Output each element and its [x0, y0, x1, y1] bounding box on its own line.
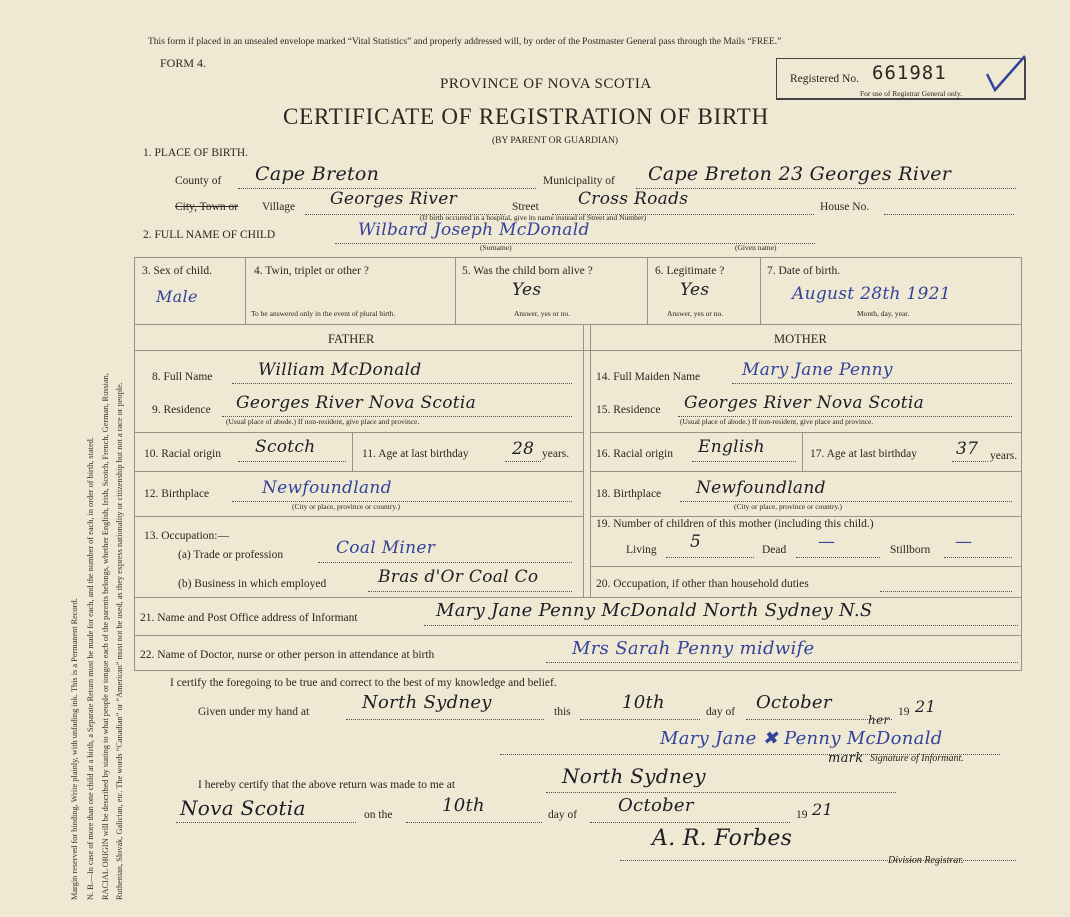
- registered-label: Registered No.: [790, 73, 859, 85]
- informant-value: Mary Jane Penny McDonald North Sydney N.S: [436, 600, 873, 621]
- occupation-label: 13. Occupation:—: [144, 530, 229, 542]
- business-value: Bras d'Or Coal Co: [378, 567, 539, 587]
- legitimate-value: Yes: [680, 280, 710, 300]
- mother-birthplace-note: (City or place, province or country.): [734, 502, 843, 511]
- born-alive-label: 5. Was the child born alive ?: [462, 265, 593, 277]
- father-birthplace-label: 12. Birthplace: [144, 488, 210, 500]
- side-note-2: N. B.—In case of more than one child at a birth, a Separate Return must be made for each, and the number of each, in order of birth, stated.: [86, 437, 95, 900]
- registrar-caption: Division Registrar.: [888, 855, 964, 866]
- doctor-value: Mrs Sarah Penny midwife: [572, 638, 815, 659]
- twin-label: 4. Twin, triplet or other ?: [254, 265, 369, 277]
- father-age-years: years.: [542, 448, 570, 460]
- her-note: her: [868, 713, 890, 727]
- mother-name-value: Mary Jane Penny: [742, 360, 893, 380]
- birth-date-note: Month, day, year.: [857, 309, 910, 318]
- registrar-text: I hereby certify that the above return was made to me at: [198, 779, 456, 791]
- birth-date-value: August 28th 1921: [792, 284, 951, 304]
- mother-residence-label: 15. Residence: [596, 404, 661, 416]
- father-residence-label: 9. Residence: [152, 404, 211, 416]
- children-count-label: 19. Number of children of this mother (including this child.): [596, 518, 874, 530]
- mark-note: mark: [828, 751, 864, 766]
- side-note-4: Ruthenian, Slovak, Galician, etc. The words “Canadian” or “American” must not be used, as they express nationality or citizenship but not a race or people.: [115, 382, 124, 900]
- father-name-value: William McDonald: [258, 360, 422, 380]
- registrar-month-value: October: [618, 795, 694, 816]
- given-year-value: 21: [915, 697, 936, 716]
- living-label: Living: [626, 544, 657, 556]
- informant-label: 21. Name and Post Office address of Informant: [140, 612, 358, 624]
- father-birthplace-note: (City or place, province or country.): [292, 502, 401, 511]
- twin-note: To be answered only in the event of plural birth.: [251, 309, 396, 318]
- given-place-value: North Sydney: [362, 692, 492, 713]
- registrar-year-prefix: 19: [796, 809, 808, 821]
- side-note-1: Margin reserved for binding. Write plainly, with unfading ink. This is a Permanent Record.: [70, 598, 79, 900]
- father-residence-note: (Usual place of abode.) If non-resident, give place and province.: [226, 417, 420, 426]
- side-note-3: RACIAL ORIGIN will be described by stating to what people or tongue each of the parents belongs, whether English, Irish, Scotch, French, German, Russian,: [101, 373, 110, 900]
- child-name-label: 2. FULL NAME OF CHILD: [143, 229, 276, 241]
- registrar-day-value: 10th: [442, 795, 485, 816]
- on-the-label: on the: [364, 809, 393, 821]
- born-alive-note: Answer, yes or no.: [514, 309, 571, 318]
- mother-occupation-label: 20. Occupation, if other than household duties: [596, 578, 809, 590]
- county-value: Cape Breton: [255, 163, 380, 185]
- registrar-year-value: 21: [812, 800, 833, 819]
- stillborn-label: Stillborn: [890, 544, 931, 556]
- given-name-caption: (Given name): [735, 243, 777, 252]
- city-town-label: City, Town or: [175, 201, 239, 213]
- certify-text: I certify the foregoing to be true and correct to the best of my knowledge and belief.: [170, 677, 557, 689]
- surname-caption: (Surname): [480, 243, 512, 252]
- village-value: Georges River: [330, 189, 458, 209]
- mother-birthplace-value: Newfoundland: [696, 478, 826, 498]
- legitimate-label: 6. Legitimate ?: [655, 265, 725, 277]
- county-label: County of: [175, 175, 222, 187]
- municipality-label: Municipality of: [543, 175, 615, 187]
- child-name-value: Wilbard Joseph McDonald: [358, 220, 590, 240]
- registered-note: For use of Registrar General only.: [860, 89, 962, 98]
- signature-caption: Signature of Informant.: [870, 753, 964, 764]
- business-label: (b) Business in which employed: [178, 578, 327, 590]
- mother-birthplace-label: 18. Birthplace: [596, 488, 662, 500]
- mother-race-value: English: [698, 437, 765, 457]
- check-mark-icon: [985, 52, 1029, 94]
- hospital-note: (If birth occurred in a hospital, give its name instead of Street and Number): [420, 213, 647, 222]
- mother-residence-note: (Usual place of abode.) If non-resident, give place and province.: [680, 417, 874, 426]
- given-under-label: Given under my hand at: [198, 706, 310, 718]
- living-value: 5: [690, 532, 702, 552]
- father-birthplace-value: Newfoundland: [262, 478, 392, 498]
- given-month-value: October: [756, 692, 832, 713]
- street-value: Cross Roads: [578, 189, 689, 209]
- father-race-label: 10. Racial origin: [144, 448, 221, 460]
- mother-header: MOTHER: [774, 332, 827, 346]
- registrar-signature: A. R. Forbes: [652, 826, 793, 851]
- mother-age-years: years.: [990, 450, 1018, 462]
- sex-value: Male: [156, 287, 198, 306]
- dead-label: Dead: [762, 544, 787, 556]
- father-race-value: Scotch: [255, 437, 316, 457]
- father-age-value: 28: [512, 439, 535, 459]
- street-label: Street: [512, 201, 539, 213]
- house-number-label: House No.: [820, 201, 870, 213]
- trade-value: Coal Miner: [336, 538, 436, 558]
- father-name-label: 8. Full Name: [152, 371, 213, 383]
- stillborn-value: —: [955, 532, 973, 552]
- mother-age-value: 37: [956, 439, 979, 459]
- mother-age-label: 17. Age at last birthday: [810, 448, 917, 460]
- informant-signature: Mary Jane ✖ Penny McDonald: [660, 728, 943, 749]
- registered-number: 661981: [872, 62, 947, 84]
- dead-value: —: [818, 532, 836, 552]
- top-notice: This form if placed in an unsealed envelope marked “Vital Statistics” and properly addressed will, by order of the Postmaster General pass through the Mails “FREE.”: [148, 37, 782, 47]
- legitimate-note: Answer, yes or no.: [667, 309, 724, 318]
- registrar-place-value: North Sydney: [562, 764, 706, 788]
- municipality-value: Cape Breton 23 Georges River: [648, 163, 952, 185]
- form-number: FORM 4.: [160, 56, 207, 70]
- mother-race-label: 16. Racial origin: [596, 448, 673, 460]
- given-day-of-label: day of: [706, 706, 736, 718]
- province-heading: PROVINCE OF NOVA SCOTIA: [440, 76, 652, 92]
- father-age-label: 11. Age at last birthday: [362, 448, 469, 460]
- registrar-province-value: Nova Scotia: [180, 796, 306, 820]
- place-of-birth-label: 1. PLACE OF BIRTH.: [143, 147, 249, 159]
- registrar-day-of-label: day of: [548, 809, 578, 821]
- father-residence-value: Georges River Nova Scotia: [236, 393, 477, 413]
- birth-date-label: 7. Date of birth.: [767, 265, 841, 277]
- mother-name-label: 14. Full Maiden Name: [596, 371, 701, 383]
- this-label: this: [554, 706, 571, 718]
- given-day-value: 10th: [622, 692, 665, 713]
- page-subtitle: (BY PARENT OR GUARDIAN): [492, 136, 619, 146]
- page-title: CERTIFICATE OF REGISTRATION OF BIRTH: [283, 104, 770, 129]
- mother-residence-value: Georges River Nova Scotia: [684, 393, 925, 413]
- born-alive-value: Yes: [512, 280, 542, 300]
- father-header: FATHER: [328, 332, 375, 346]
- doctor-label: 22. Name of Doctor, nurse or other person in attendance at birth: [140, 649, 435, 661]
- sex-label: 3. Sex of child.: [142, 265, 212, 277]
- trade-label: (a) Trade or profession: [178, 549, 284, 561]
- village-label: Village: [262, 201, 296, 213]
- given-year-prefix: 19: [898, 706, 910, 718]
